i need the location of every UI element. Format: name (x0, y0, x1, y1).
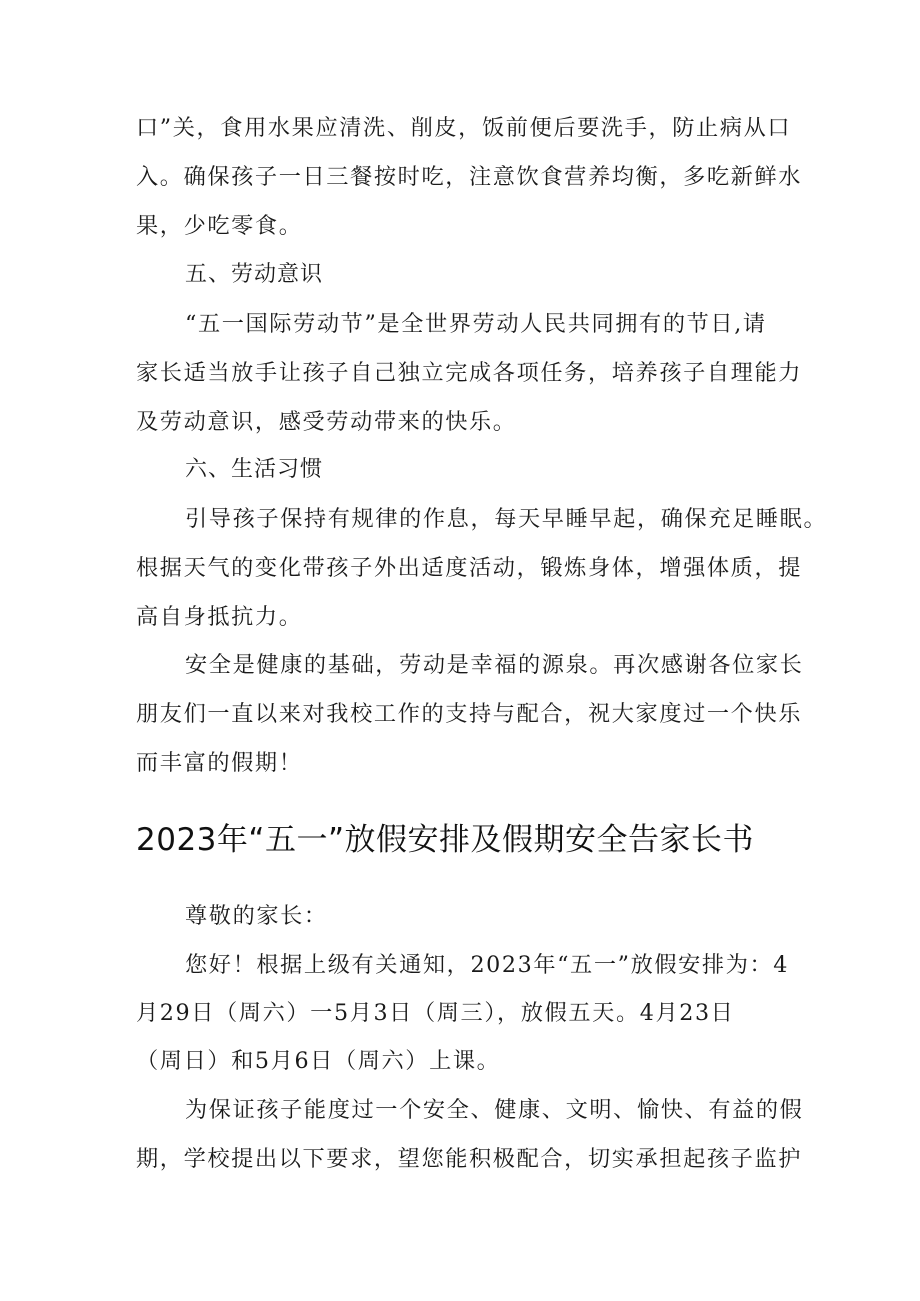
paragraph-line: 口”关，食用水果应清洗、削皮，饭前便后要洗手，防止病从口 (136, 115, 792, 141)
salutation: 尊敬的家长： (185, 903, 328, 929)
paragraph-line: 引导孩子保持有规律的作息，每天早睡早起，确保充足睡眠。 (185, 506, 828, 532)
paragraph-line: 为保证孩子能度过一个安全、健康、文明、愉快、有益的假 (185, 1097, 804, 1123)
paragraph-line: 朋友们一直以来对我校工作的支持与配合，祝大家度过一个快乐 (136, 701, 803, 727)
paragraph-line: 高自身抵抗力。 (136, 604, 303, 630)
letter-title: 2023年“五一”放假安排及假期安全告家长书 (136, 822, 755, 858)
paragraph-line: “五一国际劳动节”是全世界劳动人民共同拥有的节日,请 (185, 311, 767, 337)
paragraph-line: 安全是健康的基础，劳动是幸福的源泉。再次感谢各位家长 (185, 652, 804, 678)
paragraph-line: 而丰富的假期！ (136, 750, 303, 776)
paragraph-line: （周日）和5月6日（周六）上课。 (136, 1048, 501, 1074)
paragraph-line: 及劳动意识，感受劳动带来的快乐。 (136, 409, 517, 435)
paragraph-line: 根据天气的变化带孩子外出适度活动，锻炼身体，增强体质，提 (136, 555, 803, 581)
section-heading: 六、生活习惯 (185, 457, 324, 482)
section-heading: 五、劳动意识 (185, 262, 324, 287)
paragraph-line: 月29日（周六）一5月3日（周三），放假五天。4月23日 (136, 1000, 735, 1026)
paragraph-line: 入。确保孩子一日三餐按时吃，注意饮食营养均衡，多吃新鲜水 (136, 164, 803, 190)
paragraph-line: 家长适当放手让孩子自己独立完成各项任务，培养孩子自理能力 (136, 360, 803, 386)
paragraph-line: 您好！根据上级有关通知，2023年“五一”放假安排为：4 (185, 952, 790, 978)
paragraph-line: 果，少吃零食。 (136, 213, 303, 239)
paragraph-line: 期，学校提出以下要求，望您能积极配合，切实承担起孩子监护 (136, 1146, 803, 1172)
